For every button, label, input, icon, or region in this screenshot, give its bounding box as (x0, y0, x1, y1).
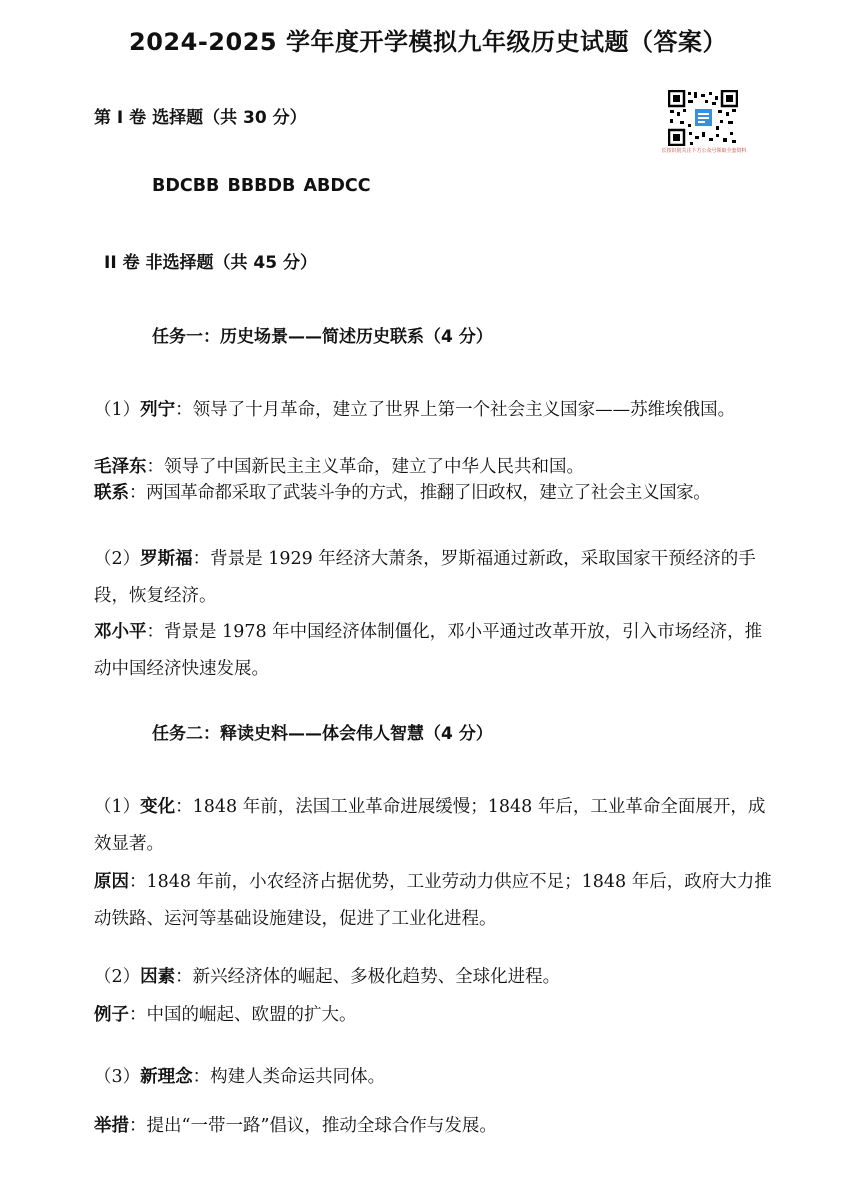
task2-example: 例子：中国的崛起、欧盟的扩大。 (94, 1005, 357, 1025)
task1-link: 联系：两国革命都采取了武装斗争的方式，推翻了旧政权，建立了社会主义国家。 (94, 483, 711, 503)
task1-q2-fdr: （2）罗斯福：背景是 1929 年经济大萧条，罗斯福通过新政，采取国家干预经济的手段，恢复经济。 (94, 549, 756, 606)
task1-q1-lenin: （1）列宁：领导了十月革命，建立了世界上第一个社会主义国家——苏维埃俄国。 (94, 400, 736, 420)
qr-caption: 长按识别关注下方公众号领取全套资料 (661, 148, 747, 154)
task2-heading: 任务二：释读史料——体会伟人智慧（4 分） (152, 724, 493, 744)
task1-heading: 任务一：历史场景——简述历史联系（4 分） (152, 327, 493, 347)
task2-q3-idea: （3）新理念：构建人类命运共同体。 (94, 1067, 386, 1087)
qr-code-icon (668, 90, 738, 146)
task2-q2-factor: （2）因素：新兴经济体的崛起、多极化趋势、全球化进程。 (94, 967, 561, 987)
task1-mao: 毛泽东：领导了中国新民主主义革命，建立了中华人民共和国。 (94, 457, 584, 477)
page-title: 2024-2025 学年度开学模拟九年级历史试题（答案） (129, 28, 727, 56)
choice-answers: BDCBB BBBDB ABDCC (152, 176, 371, 196)
part1-heading: 第 I 卷 选择题（共 30 分） (94, 108, 307, 128)
task1-deng: 邓小平：背景是 1978 年中国经济体制僵化，邓小平通过改革开放，引入市场经济，推动中国经济快速发展。 (94, 622, 763, 679)
task2-q1-change: （1）变化：1848 年前，法国工业革命进展缓慢；1848 年后，工业革命全面展开，成效显著。 (94, 797, 766, 854)
part2-heading: II 卷 非选择题（共 45 分） (104, 253, 317, 273)
task2-measure: 举措：提出“一带一路”倡议，推动全球合作与发展。 (94, 1116, 497, 1136)
task2-reason: 原因：1848 年前，小农经济占据优势，工业劳动力供应不足；1848 年后，政府大力推动铁路、运河等基础设施建设，促进了工业化进程。 (94, 872, 772, 929)
